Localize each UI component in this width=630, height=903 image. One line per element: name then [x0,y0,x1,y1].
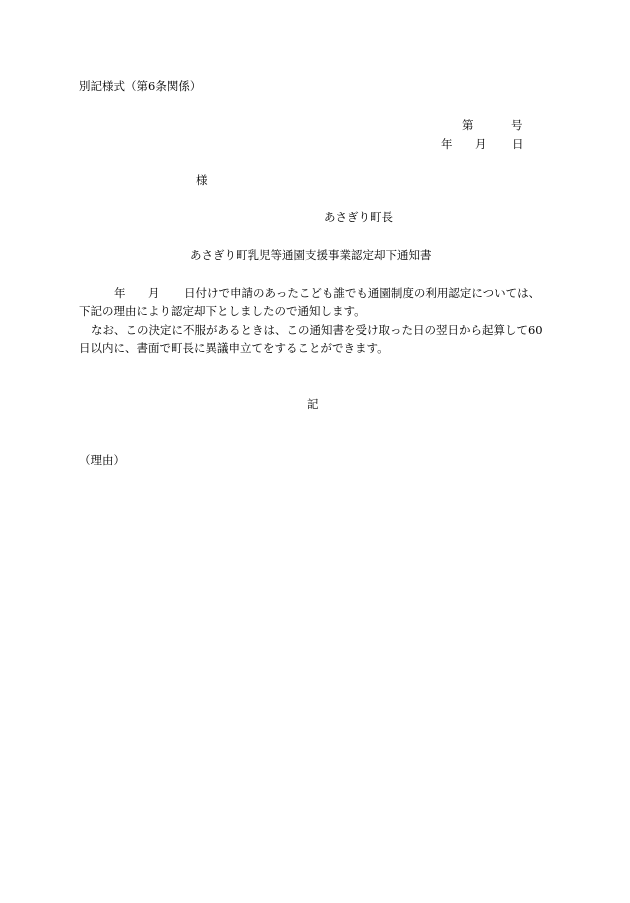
body-line-1-text: 日付けで申請のあったこども誰でも通園制度の利用認定については、 [184,286,541,300]
issue-date-year: 年 [441,137,453,151]
issue-date-month: 月 [475,137,487,151]
addressee-honorific: 様 [196,173,208,187]
ki-heading: 記 [307,397,319,411]
reason-heading: （理由） [79,453,125,467]
body-month: 月 [148,286,160,300]
document-number-prefix: 第 [462,118,474,132]
issue-date-day: 日 [512,137,524,151]
document-number-suffix: 号 [511,118,523,132]
body-line-4: 日以内に、書面で町長に異議申立てをすることができます。 [79,341,389,355]
form-label: 別記様式（第6条関係） [79,79,202,93]
sender-name: あさぎり町長 [324,210,393,224]
document-number-row [462,120,523,132]
body-line-2: 下記の理由により認定却下としましたので通知します。 [79,304,366,318]
body-line-3: なお、この決定に不服があるときは、この通知書を受け取った日の翌日から起算して60 [91,323,543,337]
issue-date-row [441,139,524,151]
body-year: 年 [114,286,126,300]
body-line-1 [114,288,540,300]
notice-title: あさぎり町乳児等通園支援事業認定却下通知書 [190,248,432,262]
